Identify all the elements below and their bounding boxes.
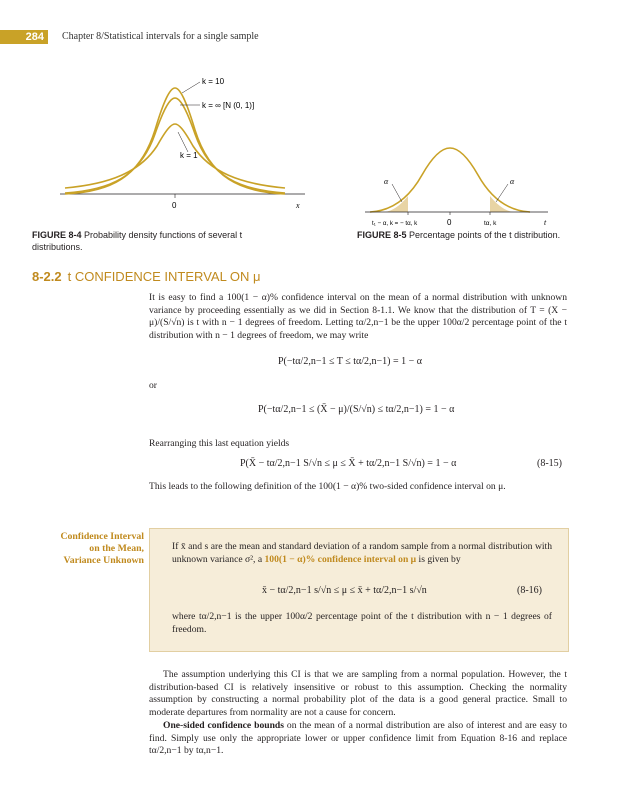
equation-8-15: P(X̄ − tα/2,n−1 S/√n ≤ μ ≤ X̄ + tα/2,n−1 S/√n) = 1 − α: [240, 458, 457, 469]
label-zero: 0: [447, 218, 452, 227]
leader-alpha-left: [392, 184, 402, 202]
label-t-right: tα, k: [484, 220, 497, 227]
figure-8-4-caption-text: Probability density functions of several t distributions.: [32, 230, 243, 252]
one-sided-bold: One-sided confidence bounds: [163, 720, 284, 731]
chapter-title: Chapter 8/Statistical intervals for a single sample: [62, 31, 259, 42]
section-number: 8-2.2: [32, 269, 62, 284]
label-kinf: k = ∞ [N (0, 1)]: [202, 101, 255, 110]
label-t-left: t₁ − α, k = − tα, k: [372, 220, 418, 227]
label-alpha-right: α: [510, 177, 515, 186]
paragraph-intro: It is easy to find a 100(1 − α)% confidence interval on the mean of a normal distribution with unknown variance by proceeding essentially as we did in Section 8-1.1. We know that the distribution of T = (X − μ)/(S/√n) is t with n − 1 degrees of freedom. Letting tα/2,n−1 be the upper 100α/2 percentage point of the t distribution with n − 1 degrees of freedom, we may write: [149, 292, 567, 341]
paragraph-one-sided: [149, 720, 567, 758]
figure-8-4: [60, 60, 310, 220]
figure-8-4-caption-label: FIGURE 8-4: [32, 230, 82, 240]
text-rearranging: Rearranging this last equation yields: [149, 438, 290, 449]
leader-alpha-right: [496, 184, 508, 202]
t-density-curve: [370, 148, 530, 212]
section-title: t CONFIDENCE INTERVAL ON μ: [67, 269, 261, 284]
label-t: t: [544, 218, 547, 227]
right-tail-area: [490, 196, 513, 212]
figure-8-5: [360, 140, 560, 230]
paragraph-assumption: The assumption underlying this CI is that we are sampling from a normal population. However, the t distribution-based CI is relatively insensitive or robust to this assumption. Checking the normality assumption by constructing a normal probability plot of the data is a good general practice. Small to moderate departures from normality are not a cause for concern.: [149, 669, 567, 718]
equation-probability-standardized: P(−tα/2,n−1 ≤ (X̄ − μ)/(S/√n) ≤ tα/2,n−1) = 1 − α: [258, 404, 455, 415]
equation-8-16-number: (8-16): [517, 585, 542, 596]
label-k10: k = 10: [202, 77, 225, 86]
label-x: x: [296, 201, 300, 210]
page-number: 284: [0, 30, 48, 44]
label-zero: 0: [172, 201, 177, 210]
figure-8-5-caption-text: Percentage points of the t distribution.: [409, 230, 561, 240]
figure-8-5-caption-label: FIGURE 8-5: [357, 230, 407, 240]
section-heading: [32, 269, 261, 284]
definition-side-label: Confidence Interval on the Mean, Variance Unknown: [60, 531, 144, 566]
equation-probability-t: P(−tα/2,n−1 ≤ T ≤ tα/2,n−1) = 1 − α: [278, 356, 422, 367]
equation-8-16: x̄ − tα/2,n−1 s/√n ≤ μ ≤ x̄ + tα/2,n−1 s/√n: [262, 585, 427, 596]
definition-highlight: 100(1 − α)% confidence interval on μ: [264, 553, 417, 565]
one-sided-text: on the mean of a normal distribution are also of interest and are easy to find. Simply use only the appropriate lower or upper confidence limit from Equation 8-16 and replace tα/2,n−1 by tα,n−1.: [149, 720, 568, 757]
leader-k10: [182, 82, 200, 93]
definition-text-after: is given by: [416, 553, 461, 565]
curve-k-10: [65, 98, 285, 193]
text-or: or: [149, 380, 157, 391]
figure-8-4-caption: [32, 229, 284, 253]
definition-where: where tα/2,n−1 is the upper 100α/2 percentage point of the t distribution with n − 1 degrees of freedom.: [172, 611, 552, 635]
text-leads: This leads to the following definition of the 100(1 − α)% two-sided confidence interval on μ.: [149, 481, 506, 492]
definition-text-before: If x̄ and s are the mean and standard deviation of a random sample from a normal distribution with unknown variance σ², a: [172, 541, 552, 565]
curve-k-1: [65, 124, 285, 188]
figure-8-5-caption: [357, 229, 567, 241]
label-k1: k = 1: [180, 151, 198, 160]
label-alpha-left: α: [384, 177, 389, 186]
definition-intro: [172, 541, 552, 566]
equation-8-15-number: (8-15): [537, 458, 562, 469]
